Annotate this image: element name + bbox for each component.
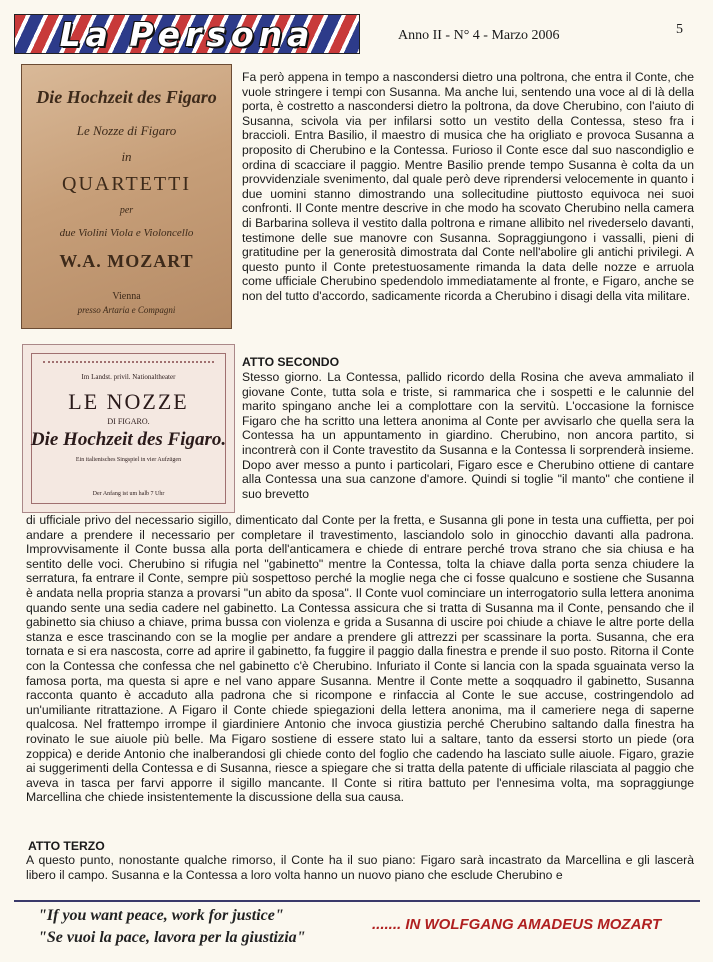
playbill-start-time: Der Anfang ist um halb 7 Uhr — [92, 491, 165, 497]
playbill-subtitle: DI FIGARO. — [107, 417, 150, 426]
footer-quote-english: "If you want peace, work for justice" — [38, 907, 284, 924]
cover-title-german: Die Hochzeit des Figaro — [36, 87, 217, 107]
playbill-german-title: Die Hochzeit des Figaro. — [30, 429, 227, 450]
article-full-width-2 — [26, 853, 694, 882]
playbill-description: Ein italienisches Singspiel in vier Aufzügen — [75, 457, 182, 463]
magazine-logo — [14, 14, 360, 54]
paragraph: Stesso giorno. La Contessa, pallido ricordo della Rosina che aveva ammaliato il giovane Conte, tutta sola e triste, si rammarica che i sospetti e le calunnie del marito spingano anche lei a complottare con la servitù. L'occasione la fornisce Figaro che ha scritto una lettera anonima al Conte per avvisarlo che quella sera la Contessa ha un appuntamento in giardino. Cherubino, non ancora partito, si incontrerà con il Conte travestito da Susanna e la Contessa li sorprenderà insieme. Dopo aver messo a punto i particolari, Figaro esce e Cherubino ottiene di cantare alla Contessa una sua canzone d'amore. Quindi si toglie "il manto" che contiene il suo brevetto — [242, 370, 694, 501]
playbill-title: LE NOZZE — [68, 389, 189, 414]
heading-act-three: ATTO TERZO — [28, 839, 105, 853]
playbill-theatre: Im Landst. privil. Nationaltheater — [81, 373, 176, 381]
cover-title-italian: Le Nozze di Figaro — [76, 123, 177, 138]
cover-composer: W.A. MOZART — [59, 251, 194, 271]
article-full-width-1 — [26, 513, 694, 805]
paragraph: A questo punto, nonostante qualche rimorso, il Conte ha il suo piano: Figaro sarà incastrato da Marcellina e gli lascerà libero il campo. Susanna e la Contessa a loro volta hanno un nuovo piano che esclude Cherubino e — [26, 853, 694, 882]
playbill-ornament — [43, 361, 214, 371]
paragraph: di ufficiale privo del necessario sigillo, dimenticato dal Conte per la fretta, e Susanna gli pone in testa una cuffietta, per poi andare a prendere il necessario per completare il travestimento, lasciandolo solo in ginocchio davanti alla padrona. Improvvisamente il Conte bussa alla porta dell'anticamera e chiede di entrare perché trova strano che sia chiusa e ha sentito delle voci. Cherubino si rifugia nel "gabinetto" mentre la Contessa, tolta la chiave dalla porta senza chiudere la serratura, fa entrare il Conte, sempre più sospettoso perché la moglie nega che ci fosse qualcuno e sostiene che Susanna è andata nella propria stanza a provarsi "un abito da sposa". Il Conte vuol cominciare un interrogatorio sulla lettera anonima quando sente una sedia cadere nel gabinetto. La Contessa assicura che si tratta di Susanna ma il Conte, pensando che il gabinetto sia chiuso a chiave, prima bussa con violenza e grida a Susanna di uscire poi chiude a chiave le altre porte della stanza e esce trascinando con se la moglie per andare a prendere gli attrezzi per scassinare la porta. Susanna, che era tornata e si era nascosta, corre ad aprire il gabinetto, fa fuggire il paggio dalla finestra e prende il suo posto. Ritorna il Conte con la Contessa che confessa che nel gabinetto c'è Cherubino. Infuriato il Conte si lancia con la spada sguainata verso la famosa porta, ma questa si apre e nel vano appare Susanna. Mentre il Conte mette a soqquadro il gabinetto, Susanna racconta quanto è accaduto alla padrona che si ricompone e rinfaccia al Conte le sue accuse, costringendolo ad un'umiliante ritrattazione. A Figaro il Conte chiede spiegazioni della lettera anonima, ma il cameriere nega di saperne qualcosa. Nel frattempo irrompe il giardiniere Antonio che invoca giustizia perché Cherubino saltando dalla finestra ha rovinato le sue aiuole più belle. Ma Figaro sostiene di essere stato lui a saltare, tanto da essersi storto un piede (ora zoppica) e deride Antonio che inalberandosi gli chiede conto del foglio che cadendo ha lasciato sulle aiuole. Figaro, grazie ai suggerimenti della Contessa e di Susanna, riesce a spiegare che si tratta della patente di ufficiale rilasciata al paggio che aveva in tasca per farvi apporre il sigillo mancante. Il Conte si ritira battuto per l'ennesima volta, ma sopraggiunge Marcellina che chiede insistentemente la discussione della sua causa. — [26, 513, 694, 805]
footer-quote-italian: "Se vuoi la pace, lavora per la giustizia" — [38, 929, 306, 946]
logo-text: La Persona — [59, 14, 315, 54]
cover-in: in — [121, 149, 132, 164]
article-column-1 — [242, 70, 694, 304]
cover-per: per — [119, 205, 134, 216]
cover-quartetti: QUARTETTI — [62, 173, 191, 195]
footer-divider — [14, 900, 700, 902]
page-number: 5 — [676, 22, 683, 37]
cover-publisher: presso Artaria e Compagni — [77, 305, 176, 315]
heading-act-two: ATTO SECONDO — [242, 355, 340, 369]
cover-city: Vienna — [112, 291, 141, 302]
paragraph: Fa però appena in tempo a nascondersi dietro una poltrona, che entra il Conte, che vuole stringere i tempi con Susanna. Ma anche lui, sentendo una voce al di là della porta, è costretto a nascondersi dietro la poltrona, da dove Cherubino, con l'aiuto di Susanna, scivola via per infilarsi sotto un vestito della Contessa, steso fra i braccioli. Entra Basilio, il maestro di musica che ha origliato e provoca Susanna a proposito di Cherubino e la Contessa. Furioso il Conte esce dal suo nascondiglio e ordina di scacciare il paggio. Mentre Basilio prende tempo Susanna è colta da un provvidenziale svenimento, dal quale però deve riprendersi velocemente in quanto i due uomini stanno dimostrando una sollecitudine piuttosto equivoca nei suoi confronti. Il Conte mentre descrive in che modo ha scovato Cherubino nella camera di Barbarina solleva il vestito dalla poltrona e rimane allibito nel rivederselo davanti, testimone delle sue manovre con Susanna. Sopraggiungono i vassalli, pieni di gratitudine per la generosità dimostrata dal Conte nell'abolire gli antichi privilegi. A questo punto il Conte pretestuosamente rimanda la data delle nozze e arruola come ufficiale Cherubino spedendolo immediatamente al fronte, e Figaro, anche se non del tutto d'accordo, sadicamente ricorda a Cherubino i disagi della vita militare. — [242, 70, 694, 303]
cover-instruments: due Violini Viola e Violoncello — [59, 227, 194, 239]
playbill-image — [22, 344, 235, 513]
score-cover-image — [21, 64, 232, 329]
issue-info: Anno II - N° 4 - Marzo 2006 — [398, 28, 560, 43]
footer-tagline: ....... IN WOLFGANG AMADEUS MOZART — [372, 916, 662, 933]
article-column-2 — [242, 370, 694, 501]
